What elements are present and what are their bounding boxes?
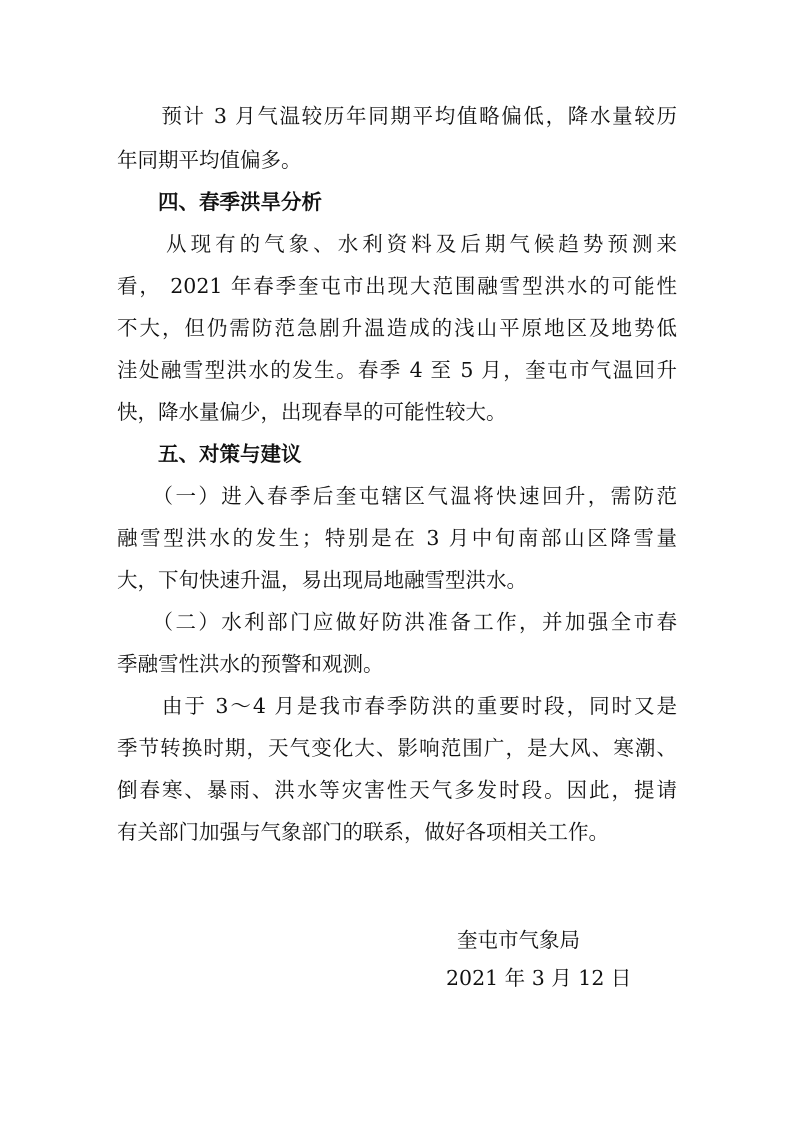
body-line: 看， 2021 年春季奎屯市出现大范围融雪型洪水的可能性 bbox=[117, 274, 677, 298]
body-line: 季融雪性洪水的预警和观测。 bbox=[117, 652, 384, 676]
section-heading-4: 四、春季洪旱分析 bbox=[117, 190, 322, 214]
body-line: 快，降水量偏少，出现春旱的可能性较大。 bbox=[117, 400, 507, 424]
body-line: 有关部门加强与气象部门的联系，做好各项相关工作。 bbox=[117, 820, 609, 844]
body-line: 预计 3 月气温较历年同期平均值略偏低，降水量较历 bbox=[117, 104, 677, 128]
body-line: 年同期平均值偏多。 bbox=[117, 148, 302, 172]
body-line: 季节转换时期，天气变化大、影响范围广，是大风、寒潮、 bbox=[117, 736, 677, 760]
signature-org: 奎屯市气象局 bbox=[457, 928, 580, 952]
body-line: 倒春寒、暴雨、洪水等灾害性天气多发时段。因此，提请 bbox=[117, 778, 677, 802]
body-line: 不大，但仍需防范急剧升温造成的浅山平原地区及地势低 bbox=[117, 316, 677, 340]
body-line: （一）进入春季后奎屯辖区气温将快速回升，需防范 bbox=[117, 484, 677, 508]
body-line: 洼处融雪型洪水的发生。春季 4 至 5 月，奎屯市气温回升 bbox=[117, 358, 677, 382]
body-line: （二）水利部门应做好防洪准备工作，并加强全市春 bbox=[117, 610, 677, 634]
body-line: 大，下旬快速升温，易出现局地融雪型洪水。 bbox=[117, 568, 527, 592]
section-heading-5: 五、对策与建议 bbox=[117, 442, 302, 466]
body-line: 由于 3～4 月是我市春季防洪的重要时段，同时又是 bbox=[117, 694, 677, 718]
signature-date: 2021 年 3 月 12 日 bbox=[446, 966, 632, 990]
body-line: 融雪型洪水的发生；特别是在 3 月中旬南部山区降雪量 bbox=[117, 526, 677, 550]
body-line: 从现有的气象、水利资料及后期气候趋势预测来 bbox=[117, 232, 677, 256]
